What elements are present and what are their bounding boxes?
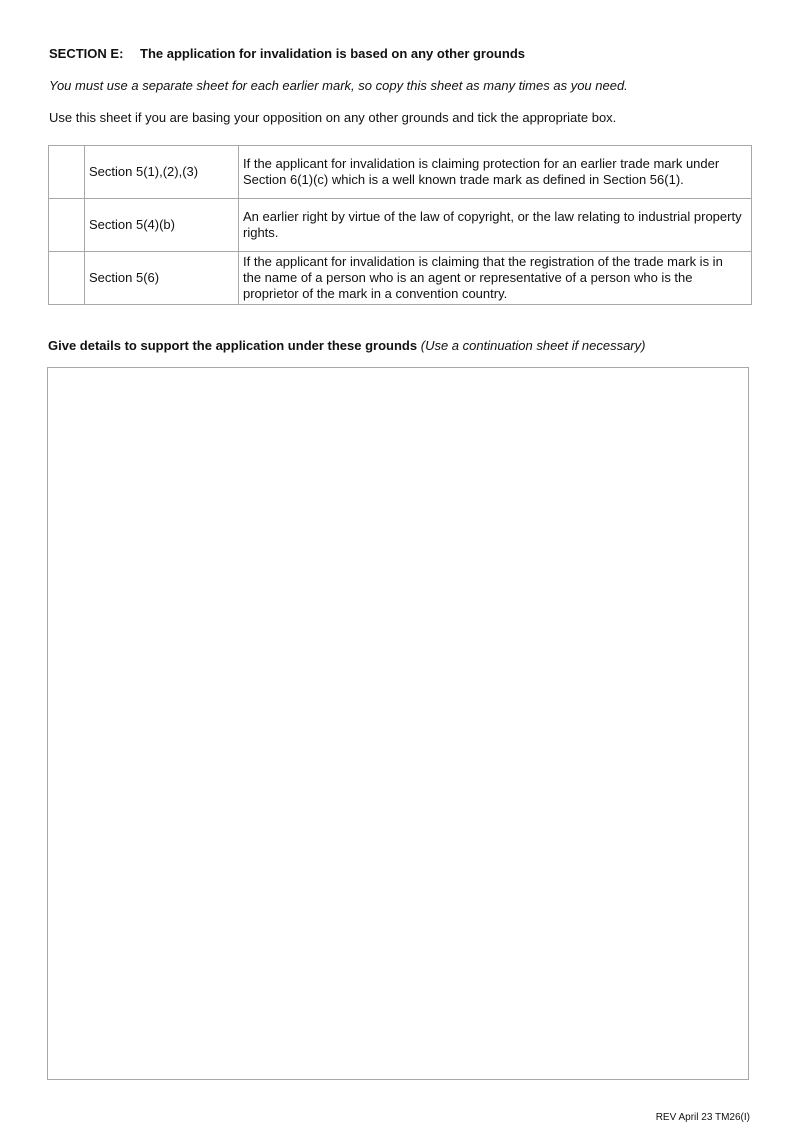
tick-box-section-5-6[interactable] — [49, 252, 84, 304]
ground-description: If the applicant for invalidation is claiming that the registration of the trade mark is in the name of a person who is an agent or representative of a person who is the proprietor of the mark in a convention country. — [239, 252, 752, 305]
use-sheet-instruction: Use this sheet if you are basing your opposition on any other grounds and tick the appropriate box. — [49, 110, 617, 125]
ground-row — [49, 199, 752, 252]
section-label: SECTION E: — [49, 46, 124, 61]
ground-description: If the applicant for invalidation is claiming protection for an earlier trade mark under Section 6(1)(c) which is a well known trade mark as defined in Section 56(1). — [239, 146, 752, 199]
details-heading-text: Give details to support the application under these grounds — [48, 338, 418, 353]
separate-sheet-instruction: You must use a separate sheet for each earlier mark, so copy this sheet as many times as you need. — [49, 78, 628, 93]
grounds-table — [48, 145, 752, 305]
tick-box-section-5-1-2-3[interactable] — [49, 146, 84, 198]
tick-cell — [49, 199, 85, 252]
ground-section-label: Section 5(1),(2),(3) — [85, 146, 239, 199]
section-title — [49, 46, 525, 61]
ground-description: An earlier right by virtue of the law of copyright, or the law relating to industrial property rights. — [239, 199, 752, 252]
ground-section-label: Section 5(4)(b) — [85, 199, 239, 252]
ground-row — [49, 252, 752, 305]
ground-row — [49, 146, 752, 199]
details-heading-note: (Use a continuation sheet if necessary) — [420, 338, 646, 353]
tick-box-section-5-4-b[interactable] — [49, 199, 84, 251]
details-heading — [48, 338, 645, 353]
form-reference: REV April 23 TM26(I) — [655, 1112, 750, 1123]
ground-section-label: Section 5(6) — [85, 252, 239, 305]
details-textarea[interactable] — [47, 367, 749, 1080]
section-heading: The application for invalidation is based on any other grounds — [140, 46, 525, 61]
tick-cell — [49, 146, 85, 199]
tick-cell — [49, 252, 85, 305]
